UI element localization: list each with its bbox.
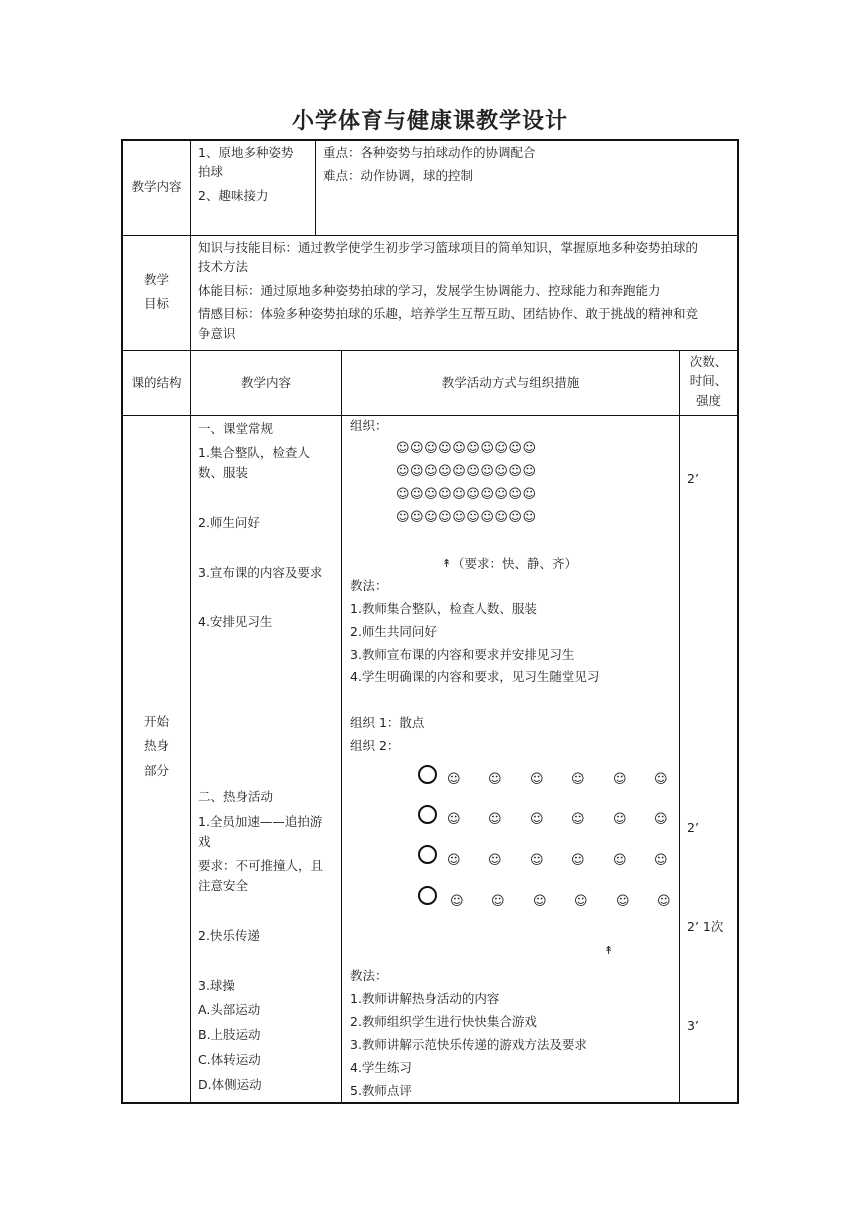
student-icon: ☺: [654, 812, 668, 827]
teacher-icon: ↟: [442, 557, 452, 570]
student-icon: ☺: [530, 853, 544, 868]
student-formation-row: ☺☺☺☺☺☺☺☺☺☺: [396, 487, 537, 502]
student-icon: ☺: [654, 772, 668, 787]
time-value: 3’: [687, 1018, 699, 1033]
row-divider: [121, 415, 739, 416]
warmup-item: 注意安全: [198, 878, 249, 893]
goals-text: 知识与技能目标：通过教学使学生初步学习篮球项目的简单知识，掌握原地多种姿势拍球的 技术方法 体能目标：通过原地多种姿势拍球的学习，发展学生协调能力、控球能力和奔跑能力 情感目标：体验多种姿势拍球的乐趣，培养学生互帮互助、团结协作、敢于挑战的精神和竞 争意识: [198, 238, 734, 343]
warmup-item: 2.快乐传递: [198, 928, 260, 943]
ball-ring-icon: [418, 765, 437, 784]
focus-difficulty: [323, 143, 733, 186]
physical-goal: 体能目标：通过原地多种姿势拍球的学习，发展学生协调能力、控球能力和奔跑能力: [198, 282, 661, 298]
column-divider: [315, 139, 316, 236]
time-value: 2’: [687, 820, 699, 835]
routine-item: 4.安排见习生: [198, 614, 273, 629]
teach-label: 教法：: [350, 578, 388, 593]
table-border-top: [121, 139, 739, 141]
goals-label: 教学 目标: [143, 272, 169, 311]
routine-item: 数、服装: [198, 465, 249, 480]
column-divider: [341, 350, 342, 1104]
warmup-item: B.上肢运动: [198, 1027, 261, 1042]
row-divider: [121, 235, 739, 236]
student-icon: ☺: [613, 853, 627, 868]
student-icon: ☺: [574, 894, 588, 909]
teacher-icon: ↟: [604, 944, 614, 957]
content-item: 2、趣味接力: [198, 187, 269, 203]
student-formation-row: ☺☺☺☺☺☺☺☺☺☺: [396, 510, 537, 525]
header-content: 教学内容: [240, 375, 291, 390]
student-icon: ☺: [530, 812, 544, 827]
student-icon: ☺: [450, 894, 464, 909]
ball-ring-icon: [418, 845, 437, 864]
warmup-item: D.体侧运动: [198, 1077, 262, 1092]
student-icon: ☺: [491, 894, 505, 909]
warmup-item: 戏: [198, 834, 211, 849]
emotion-goal: 情感目标：体验多种姿势拍球的乐趣，培养学生互帮互助、团结协作、敢于挑战的精神和竞: [198, 306, 699, 322]
student-icon: ☺: [488, 812, 502, 827]
content-label: 教学内容: [131, 179, 182, 194]
warmup-item: 1.全员加速——追拍游: [198, 814, 323, 829]
org2-label: 组织 2：: [350, 738, 400, 753]
routine-item: 3.宣布课的内容及要求: [198, 565, 323, 580]
header-time: 次数、 时间、 强度: [689, 354, 728, 408]
student-icon: ☺: [447, 812, 461, 827]
student-formation-row: ☺☺☺☺☺☺☺☺☺☺: [396, 464, 537, 479]
student-icon: ☺: [488, 772, 502, 787]
method-item: 1.教师讲解热身活动的内容: [350, 991, 500, 1006]
teach-label: 教法：: [350, 968, 388, 983]
difficulty-text: 难点：动作协调，球的控制: [323, 168, 474, 184]
ball-ring-icon: [418, 886, 437, 905]
requirement-text: （要求：快、静、齐）: [452, 556, 578, 571]
column-divider: [190, 139, 191, 1104]
student-icon: ☺: [616, 894, 630, 909]
time-value: 2’ 1次: [687, 919, 724, 934]
student-icon: ☺: [447, 772, 461, 787]
org-label: 组织：: [350, 418, 388, 433]
warmup-item: 3.球操: [198, 978, 235, 993]
student-formation-row: ☺☺☺☺☺☺☺☺☺☺: [396, 441, 537, 456]
content-item: 1、原地多种姿势: [198, 145, 294, 160]
header-structure: 课的结构: [131, 375, 182, 390]
section-label: 开始 热身 部分: [143, 714, 169, 778]
student-icon: ☺: [613, 772, 627, 787]
method-item: 5.教师点评: [350, 1083, 412, 1098]
row-divider: [121, 350, 739, 351]
method-item: 1.教师集合整队，检查人数、服装: [350, 601, 537, 616]
student-icon: ☺: [571, 812, 585, 827]
student-icon: ☺: [533, 894, 547, 909]
student-icon: ☺: [571, 772, 585, 787]
page-title: 小学体育与健康课教学设计: [291, 109, 568, 134]
method-item: 4.学生练习: [350, 1060, 412, 1075]
method-item: 3.教师讲解示范快乐传递的游戏方法及要求: [350, 1037, 587, 1052]
header-methods: 教学活动方式与组织措施: [441, 375, 580, 390]
routine-title: 一、课堂常规: [198, 421, 274, 436]
routine-item: 2.师生问好: [198, 515, 260, 530]
method-item: 4.学生明确课的内容和要求，见习生随堂见习: [350, 669, 600, 684]
time-value: 2’: [687, 471, 699, 486]
warmup-item: A.头部运动: [198, 1002, 261, 1017]
student-icon: ☺: [654, 853, 668, 868]
method-item: 3.教师宣布课的内容和要求并安排见习生: [350, 647, 575, 662]
ball-ring-icon: [418, 805, 437, 824]
table-border-bottom: [121, 1102, 739, 1104]
student-icon: ☺: [657, 894, 671, 909]
student-icon: ☺: [488, 853, 502, 868]
org1-label: 组织 1：散点: [350, 715, 425, 730]
focus-text: 重点：各种姿势与拍球动作的协调配合: [323, 145, 536, 160]
content-item: 拍球: [198, 164, 224, 180]
student-icon: ☺: [530, 772, 544, 787]
warmup-item: C.体转运动: [198, 1052, 261, 1067]
method-item: 2.师生共同问好: [350, 624, 437, 639]
warmup-item: 要求：不可推撞人，且: [198, 858, 324, 873]
table-border-right: [737, 139, 739, 1104]
student-icon: ☺: [447, 853, 461, 868]
knowledge-goal: 知识与技能目标：通过教学使学生初步学习篮球项目的简单知识，掌握原地多种姿势拍球的: [198, 240, 699, 255]
routine-item: 1.集合整队，检查人: [198, 445, 310, 460]
method-item: 2.教师组织学生进行快快集合游戏: [350, 1014, 537, 1029]
student-icon: ☺: [613, 812, 627, 827]
column-divider: [679, 350, 680, 1104]
warmup-title: 二、热身活动: [198, 789, 274, 804]
student-icon: ☺: [571, 853, 585, 868]
content-items: [198, 143, 313, 205]
